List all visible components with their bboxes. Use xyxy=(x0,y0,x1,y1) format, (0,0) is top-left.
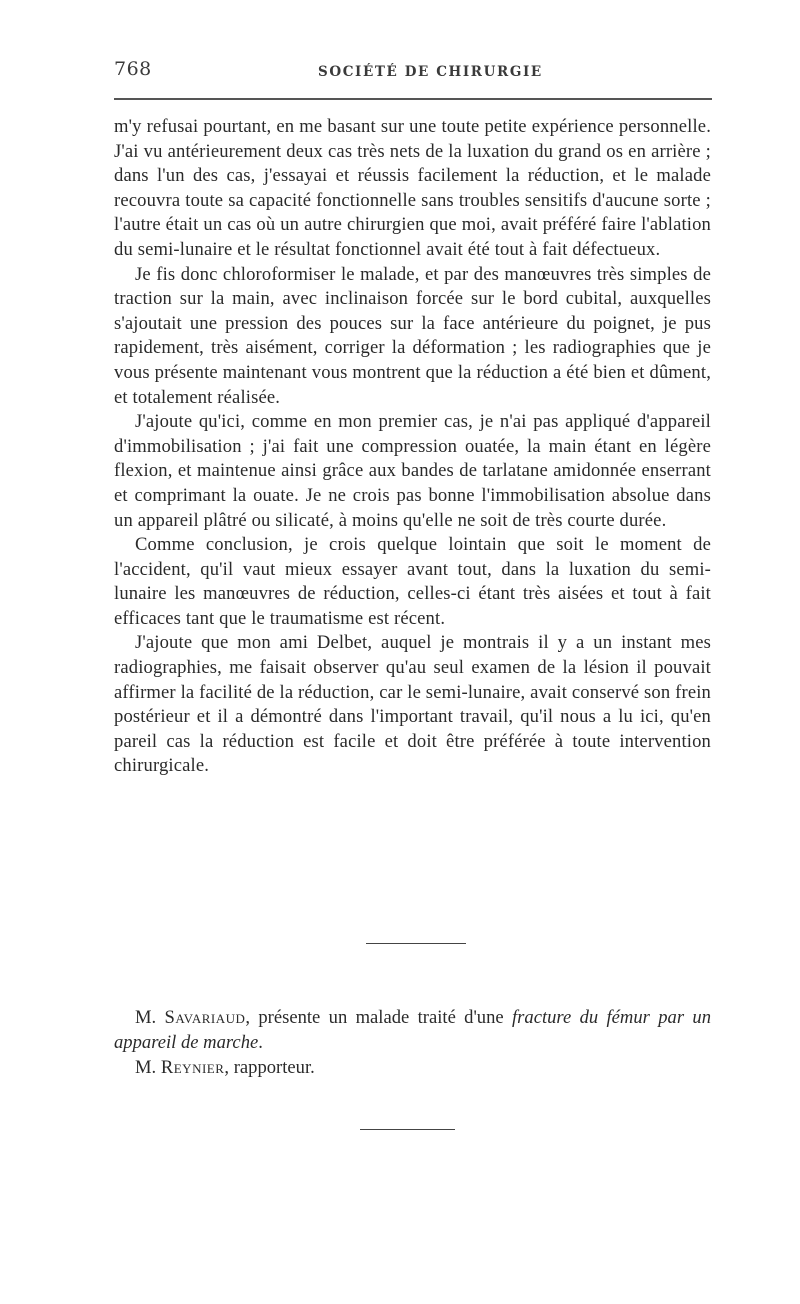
case-title: fracture du fémur par un appareil de marche xyxy=(114,1007,712,1053)
page-number: 768 xyxy=(114,58,152,80)
presenter-prefix: M. xyxy=(135,1007,157,1028)
paragraph: m'y refusai pourtant, en me basant sur une toute petite expérience personnelle. J'ai vu antérieurement deux cas très nets de la luxation du grand os en arrière ; dans l'un des cas, j'essayai et réussis facilement la réduction, et le malade recouvra toute sa capacité fonctionnelle sans troubles sensitifs d'aucune sorte ; l'autre était un cas où un autre chirurgien que moi, avait préféré faire l'ablation du semi-lunaire et le résultat fonctionnel avait été tout à fait défectueux. xyxy=(114,116,711,260)
presentation-line xyxy=(114,1005,711,1055)
paragraph: J'ajoute qu'ici, comme en mon premier cas, je n'ai pas appliqué d'appareil d'immobilisation ; j'ai fait une compression ouatée, la main étant en légère flexion, et maintenue ainsi grâce aux bandes de tarlatane amidonnée enserrant et comprimant la ouate. Je ne crois pas bonne l'immobilisation absolue dans un appareil plâtré ou silicaté, à moins qu'elle ne soit de très courte durée. xyxy=(114,411,711,531)
case-title-end: . xyxy=(258,1032,263,1053)
rapporteur-line xyxy=(114,1055,711,1080)
rapporteur-text: , rapporteur. xyxy=(224,1057,315,1078)
paragraph: J'ajoute que mon ami Delbet, auquel je montrais il y a un instant mes radiographies, me faisait observer qu'au seul examen de la lésion il pouvait affirmer la facilité de la réduction, car le semi-lunaire, avait conservé son frein postérieur et il a démontré dans l'important travail, qu'il nous a lu ici, qu'en pareil cas la réduction est facile et doit être préférée à toute intervention chirurgicale. xyxy=(114,632,711,777)
rapporteur-name: Reynier xyxy=(160,1057,225,1078)
running-head: SOCIÉTÉ DE CHIRURGIE xyxy=(318,64,543,80)
paragraph: Comme conclusion, je crois quelque lointain que soit le moment de l'accident, qu'il vaut mieux essayer avant tout, dans la luxation du semi-lunaire les manœuvres de réduction, celles-ci étant très aisées et tout à fait efficaces tant que le traumatisme est récent. xyxy=(114,534,711,629)
closing-divider xyxy=(360,1129,455,1130)
section-divider xyxy=(366,943,466,944)
presenter-name: Savariaud xyxy=(164,1007,246,1028)
paragraph: Je fis donc chloroformiser le malade, et par des manœuvres très simples de traction sur la main, avec inclinaison forcée sur le bord cubital, auxquelles s'ajoutait une pression des pouces sur la face antérieure du poignet, je pus rapidement, très aisément, corriger la déformation ; les radiographies que je vous présente maintenant vous montrent que la réduction a été bien et dûment, et totalement réalisée. xyxy=(114,263,711,408)
presentation-notice xyxy=(114,1005,711,1080)
body-text xyxy=(114,115,711,779)
presenter-text: , présente un malade traité d'une xyxy=(245,1007,513,1028)
header-rule xyxy=(114,98,712,100)
rapporteur-prefix: M. xyxy=(135,1057,157,1078)
